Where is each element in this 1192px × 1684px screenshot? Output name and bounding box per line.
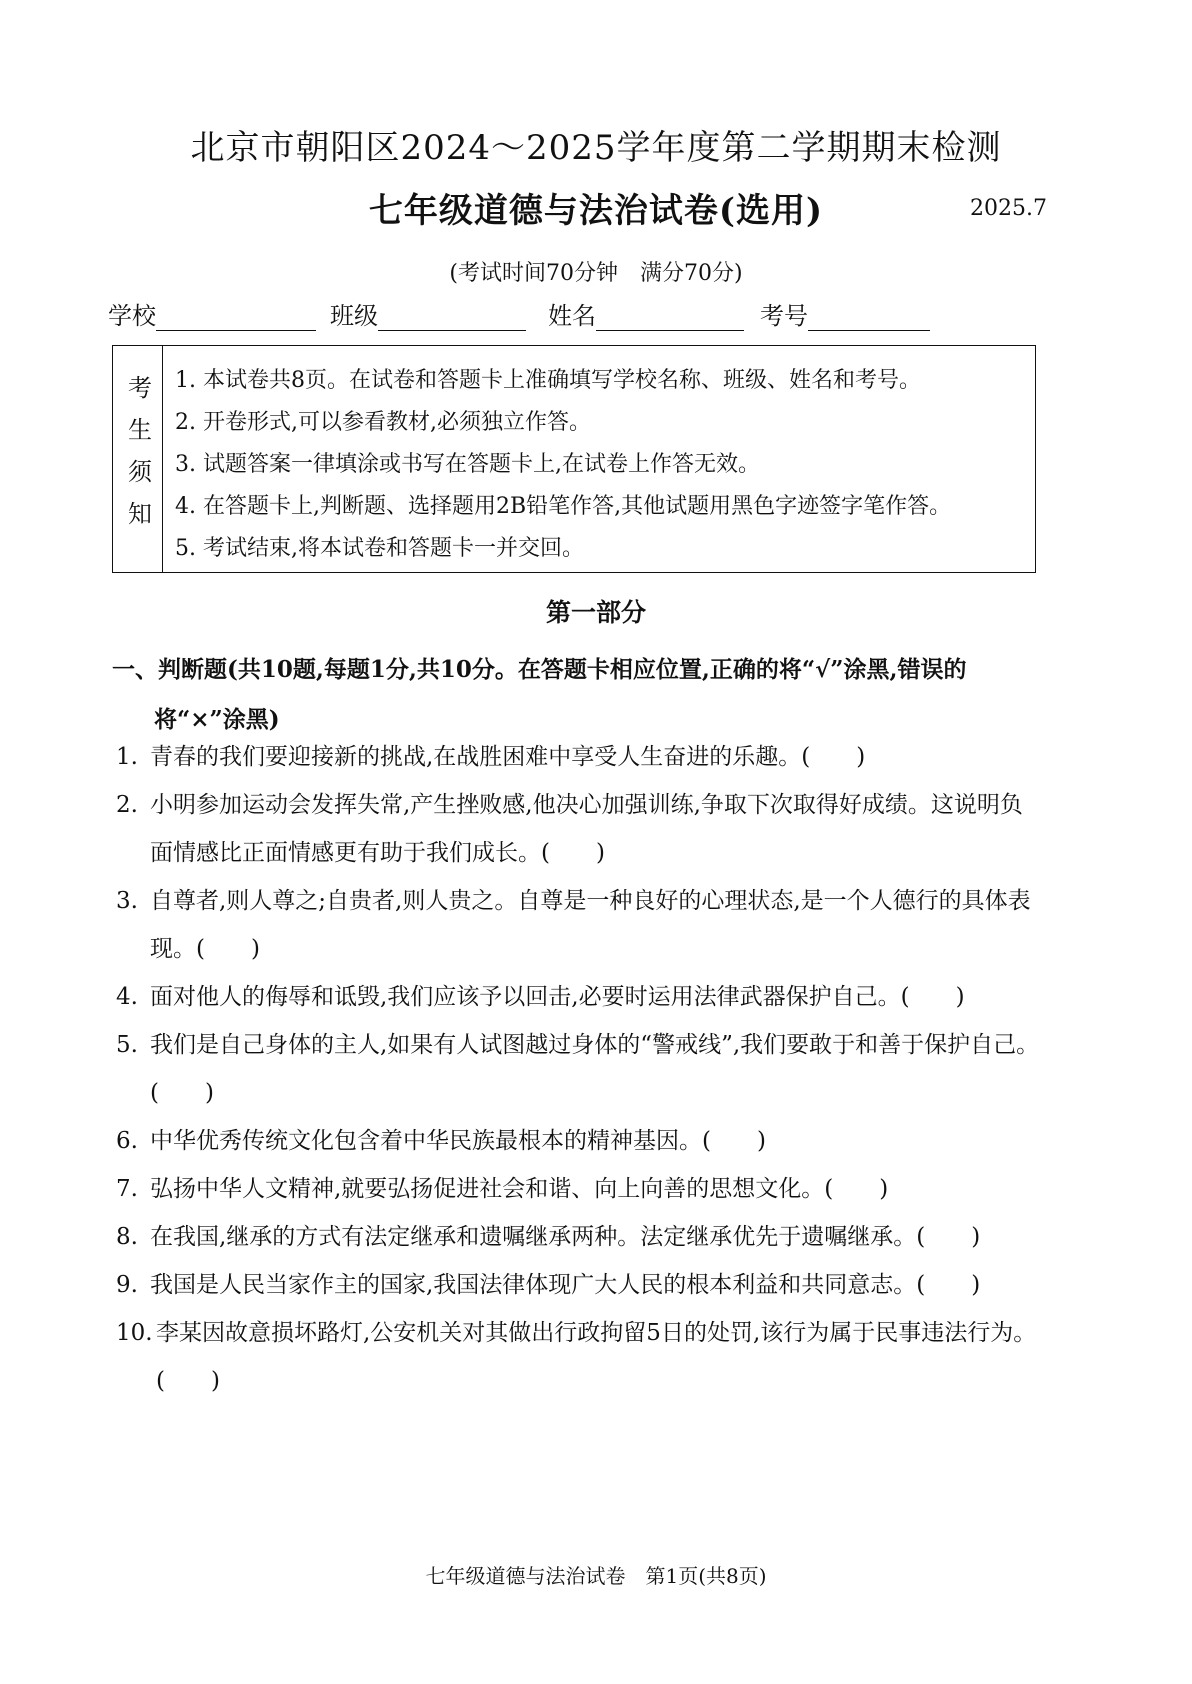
question-number: 7. — [116, 1176, 138, 1202]
class-field — [330, 296, 526, 331]
question-item — [116, 973, 1044, 1021]
question-number: 5. — [116, 1032, 138, 1058]
question-text: 李某因故意损坏路灯,公安机关对其做出行政拘留5日的处罚,该行为属于民事违法行为。( ) — [156, 1320, 1037, 1394]
question-number: 2. — [116, 792, 138, 818]
question-item — [116, 1261, 1044, 1309]
question-number: 10. — [116, 1320, 153, 1346]
notice-heading: 考生须知 — [123, 375, 152, 543]
question-number: 9. — [116, 1272, 138, 1298]
question-item — [116, 1021, 1044, 1117]
name-label: 姓名 — [548, 302, 596, 330]
part-title: 第一部分 — [545, 598, 646, 627]
question-number: 3. — [116, 888, 138, 914]
exam-notice-box — [112, 345, 1036, 573]
notice-heading-cell — [113, 346, 163, 572]
question-number: 4. — [116, 984, 138, 1010]
question-text: 自尊者,则人尊之;自贵者,则人贵之。自尊是一种良好的心理状态,是一个人德行的具体表现。( ) — [150, 888, 1031, 962]
question-text: 青春的我们要迎接新的挑战,在战胜困难中享受人生奋进的乐趣。( ) — [150, 744, 866, 770]
class-blank — [378, 304, 526, 331]
exam-date: 2025.7 — [970, 196, 1047, 221]
question-item — [116, 1213, 1044, 1261]
question-item — [116, 1117, 1044, 1165]
notice-item: 3. 试题答案一律填涂或书写在答题卡上,在试卷上作答无效。 — [175, 452, 760, 477]
question-item — [116, 1165, 1044, 1213]
question-item — [116, 877, 1044, 973]
page-footer: 七年级道德与法治试卷 第1页(共8页) — [425, 1564, 767, 1588]
name-blank — [596, 304, 744, 331]
class-label: 班级 — [330, 302, 378, 330]
exam-no-field — [760, 296, 930, 331]
question-text: 我们是自己身体的主人,如果有人试图越过身体的“警戒线”,我们要敢于和善于保护自己。( ) — [150, 1032, 1040, 1106]
exam-title: 北京市朝阳区2024～2025学年度第二学期期末检测 — [190, 128, 1002, 168]
question-text: 我国是人民当家作主的国家,我国法律体现广大人民的根本利益和共同意志。( ) — [150, 1272, 981, 1298]
question-number: 8. — [116, 1224, 138, 1250]
question-text: 小明参加运动会发挥失常,产生挫败感,他决心加强训练,争取下次取得好成绩。这说明负面情感比正面情感更有助于我们成长。( ) — [150, 792, 1023, 866]
exam-subtitle: 七年级道德与法治试卷(选用) — [368, 191, 824, 231]
section-heading-line: 将“×”涂黑) — [154, 706, 280, 733]
exam-no-label: 考号 — [760, 302, 808, 330]
question-text: 在我国,继承的方式有法定继承和遗嘱继承两种。法定继承优先于遗嘱继承。( ) — [150, 1224, 981, 1250]
name-field — [548, 296, 744, 331]
question-text: 弘扬中华人文精神,就要弘扬促进社会和谐、向上向善的思想文化。( ) — [150, 1176, 889, 1202]
school-blank — [156, 304, 316, 331]
question-number: 1. — [116, 744, 138, 770]
school-label: 学校 — [108, 302, 156, 330]
notice-list — [175, 360, 951, 570]
notice-item: 2. 开卷形式,可以参看教材,必须独立作答。 — [175, 410, 591, 435]
exam-no-blank — [808, 304, 930, 331]
school-field — [108, 296, 316, 331]
notice-item: 5. 考试结束,将本试卷和答题卡一并交回。 — [175, 536, 584, 561]
section-heading — [112, 645, 1042, 745]
question-list — [116, 733, 1044, 1405]
question-text: 面对他人的侮辱和诋毁,我们应该予以回击,必要时运用法律武器保护自己。( ) — [150, 984, 965, 1010]
question-item — [116, 781, 1044, 877]
notice-item: 1. 本试卷共8页。在试卷和答题卡上准确填写学校名称、班级、姓名和考号。 — [175, 368, 921, 393]
question-number: 6. — [116, 1128, 138, 1154]
question-item — [116, 1309, 1044, 1405]
section-heading-line: 一、判断题(共10题,每题1分,共10分。在答题卡相应位置,正确的将“√”涂黑,错误的 — [112, 656, 967, 683]
question-text: 中华优秀传统文化包含着中华民族最根本的精神基因。( ) — [150, 1128, 766, 1154]
question-item — [116, 733, 1044, 781]
notice-item: 4. 在答题卡上,判断题、选择题用2B铅笔作答,其他试题用黑色字迹签字笔作答。 — [175, 494, 952, 519]
exam-info: (考试时间70分钟 满分70分) — [449, 261, 743, 286]
